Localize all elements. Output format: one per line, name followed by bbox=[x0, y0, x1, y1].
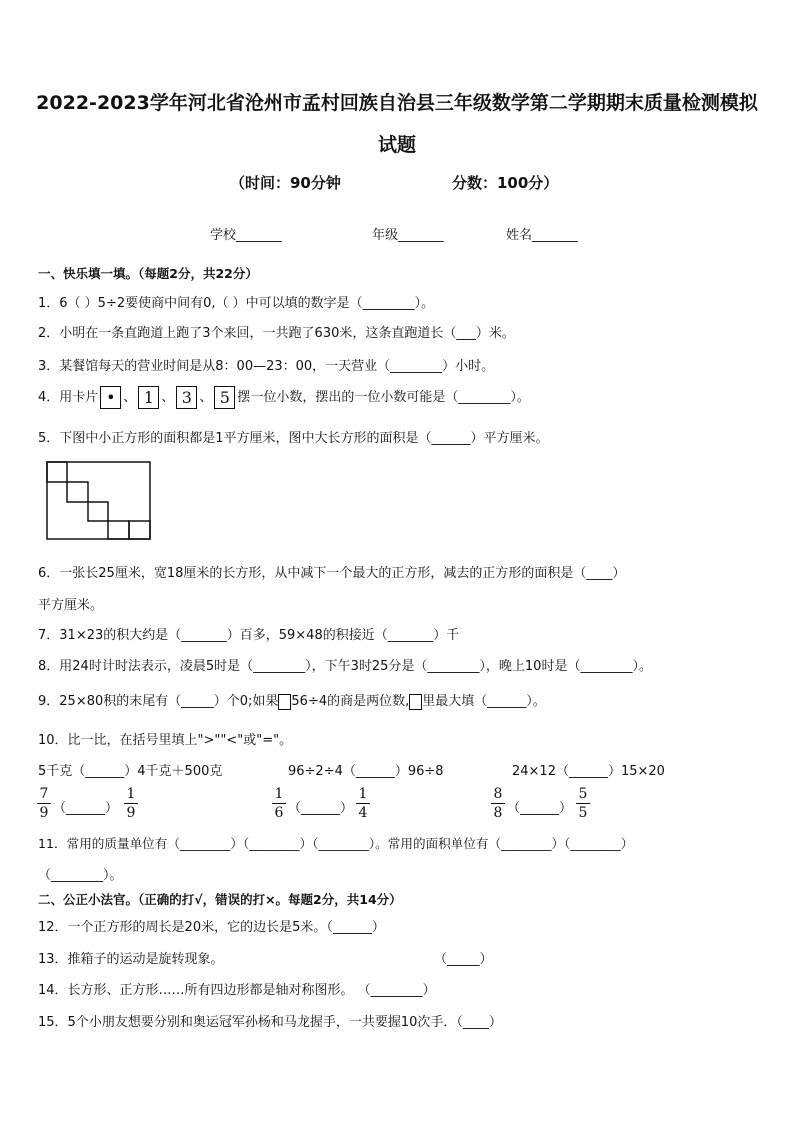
question-14: 14．长方形、正方形……所有四边形都是轴对称图形。 （________） bbox=[38, 983, 436, 998]
exam-title-line2: 试题 bbox=[377, 134, 416, 156]
question-15: 15．5个小朋友想要分别和奥运冠军孙杨和马龙握手，一共要握10次手．（____） bbox=[38, 1015, 502, 1030]
small-square bbox=[47, 462, 67, 482]
name-field: 姓名_______ bbox=[506, 228, 578, 243]
card-3: 3 bbox=[176, 386, 197, 409]
question-13-blank: （_____） bbox=[434, 952, 493, 967]
q10-compare-3: 24×12（______）15×20 bbox=[512, 764, 665, 779]
question-4-suffix: 摆一位小数，摆出的一位小数可能是（________）。 bbox=[237, 390, 530, 405]
fraction: $\frac{8}{8}$ bbox=[491, 785, 505, 822]
small-square bbox=[67, 482, 88, 502]
question-12: 12．一个正方形的周长是20米，它的边长是5米。（______） bbox=[38, 920, 385, 935]
blank-box bbox=[409, 694, 422, 710]
section-2-heading: 二、公正小法官。（正确的打√，错误的打×。每题2分，共14分） bbox=[38, 892, 402, 907]
question-3: 3．某餐馆每天的营业时间是从8：00—23：00，一天营业（________）小时。 bbox=[38, 359, 495, 374]
question-9-part-b: 56÷4的商是两位数, bbox=[291, 694, 410, 709]
question-6: 6．一张长25厘米，宽18厘米的长方形，从中减下一个最大的正方形，减去的正方形的面积是（____） bbox=[38, 566, 626, 581]
question-6-continued: 平方厘米。 bbox=[38, 598, 104, 613]
fraction: $\frac{1}{4}$ bbox=[356, 785, 370, 822]
q10-compare-1: 5千克（______）4千克＋500克 bbox=[38, 764, 223, 779]
question-4-prefix: 4．用卡片 bbox=[38, 390, 99, 405]
grade-field: 年级_______ bbox=[372, 228, 444, 243]
small-square bbox=[108, 521, 129, 539]
card-separator: 、 bbox=[161, 390, 175, 405]
card-separator: 、 bbox=[199, 390, 213, 405]
fraction: $\frac{7}{9}$ bbox=[37, 785, 51, 822]
question-10: 10．比一比，在括号里填上">""<"或"="。 bbox=[38, 733, 293, 748]
compare-blank: （______） bbox=[507, 801, 573, 816]
question-9-part-a: 9．25×80积的末尾有（_____）个0;如果 bbox=[38, 694, 279, 709]
question-11-continued: （________）。 bbox=[38, 868, 123, 883]
fraction: $\frac{1}{6}$ bbox=[272, 785, 286, 822]
question-2: 2．小明在一条直跑道上跑了3个来回，一共跑了630米，这条直跑道长（___）米。 bbox=[38, 326, 515, 341]
question-4 bbox=[38, 386, 530, 409]
total-score: 分数：100分） bbox=[452, 174, 559, 192]
fraction: $\frac{1}{9}$ bbox=[124, 785, 138, 822]
compare-blank: （______） bbox=[53, 801, 119, 816]
section-1-heading: 一、快乐填一填。（每题2分，共22分） bbox=[38, 266, 258, 281]
school-field: 学校_______ bbox=[210, 228, 282, 243]
small-square bbox=[88, 502, 108, 521]
question-7: 7．31×23的积大约是（_______）百多，59×48的积接近（_______）千 bbox=[38, 628, 460, 643]
question-11: 11．常用的质量单位有（________）（________）（________）。常用的面积单位有（________）（________） bbox=[38, 836, 634, 851]
question-8: 8．用24时计时法表示，凌晨5时是（________），下午3时25分是（________），晚上10时是（________）。 bbox=[38, 659, 652, 674]
compare-blank: （______） bbox=[288, 801, 354, 816]
question-9 bbox=[38, 690, 546, 710]
question-5: 5．下图中小正方形的面积都是1平方厘米，图中大长方形的面积是（______）平方厘米。 bbox=[38, 431, 549, 446]
blank-box bbox=[278, 694, 291, 710]
q10-compare-2: 96÷2÷4（______）96÷8 bbox=[288, 764, 444, 779]
big-rectangle-outline bbox=[47, 462, 150, 539]
time-limit: （时间：90分钟 bbox=[230, 174, 341, 192]
card-dot: • bbox=[100, 386, 121, 409]
exam-title-line1: 2022-2023学年河北省沧州市孟村回族自治县三年级数学第二学期期末质量检测模拟 bbox=[36, 92, 758, 114]
small-square bbox=[129, 521, 150, 539]
card-separator: 、 bbox=[123, 390, 137, 405]
card-1: 1 bbox=[138, 386, 159, 409]
question-9-part-c: 里最大填（______）。 bbox=[422, 694, 546, 709]
fraction: $\frac{5}{5}$ bbox=[576, 785, 590, 822]
question-1: 1．6（ ）5÷2要使商中间有0,（ ）中可以填的数字是（________）。 bbox=[38, 296, 435, 311]
card-5: 5 bbox=[214, 386, 235, 409]
staircase-rectangle-figure bbox=[46, 461, 152, 541]
question-13: 13．推箱子的运动是旋转现象。 bbox=[38, 952, 224, 967]
